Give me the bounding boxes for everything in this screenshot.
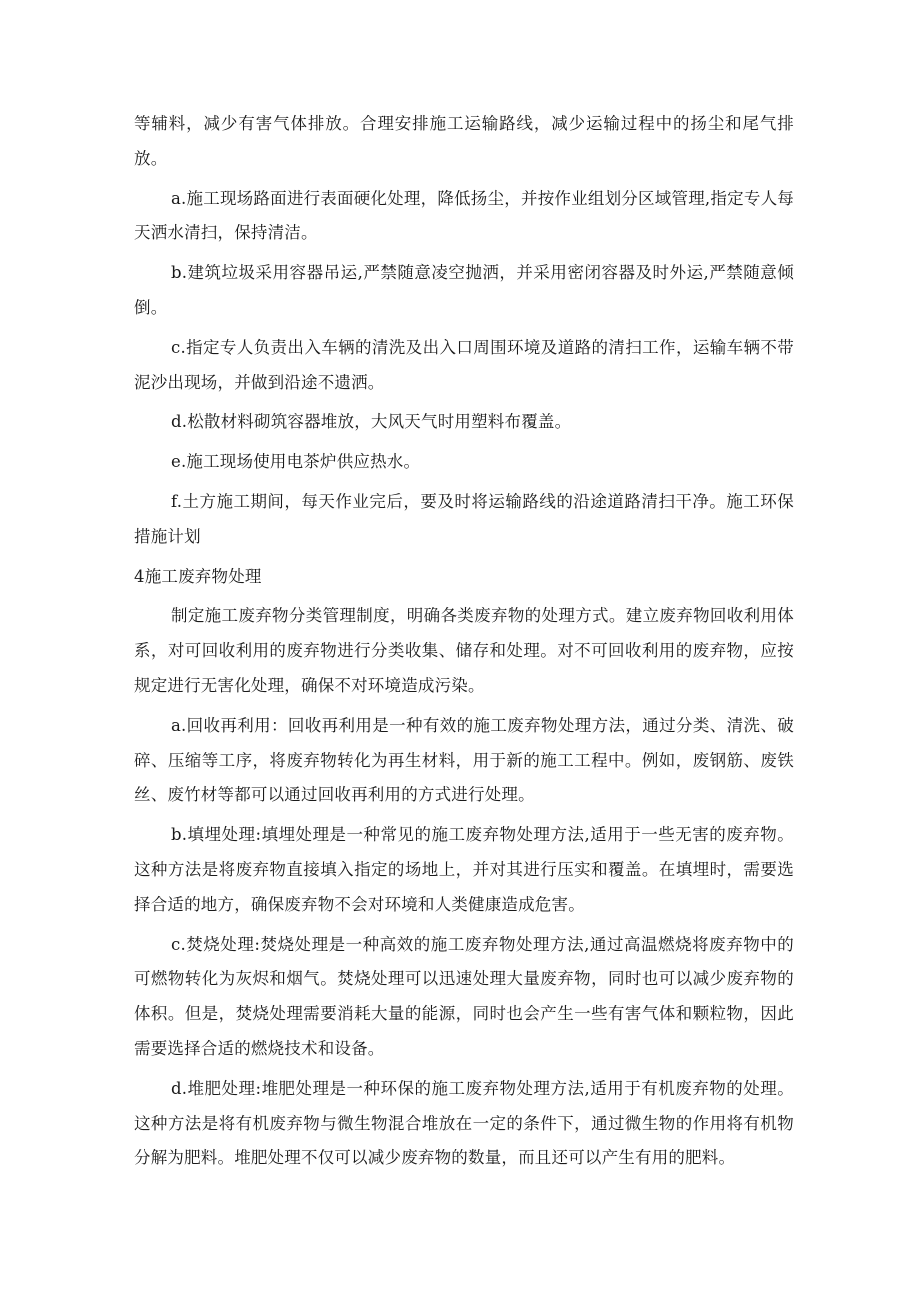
paragraph-item-f-earthwork: f.土方施工期间，每天作业完后，要及时将运输路线的沿途道路清扫干净。施工环保措施计划 [134, 491, 794, 546]
paragraph-item-d-composting: d.堆肥处理:堆肥处理是一种环保的施工废弃物处理方法,适用于有机废弃物的处理。这种方法是将有机废弃物与微生物混合堆放在一定的条件下，通过微生物的作用将有机物分解为肥料。堆肥处理不仅可以减少废弃物的数量，而且还可以产生有用的肥料。 [134, 1078, 794, 1168]
paragraph-item-c-vehicle-cleaning: c.指定专人负责出入车辆的清洗及出入口周围环境及道路的清扫工作，运输车辆不带泥沙出现场，并做到沿途不遗洒。 [134, 337, 794, 392]
paragraph-item-a-recycling: a.回收再利用：回收再利用是一种有效的施工废弃物处理方法，通过分类、清洗、破碎、压缩等工序，将废弃物转化为再生材料，用于新的施工工程中。例如，废钢筋、废铁丝、废竹材等都可以通过回收再利用的方式进行处理。 [134, 715, 794, 805]
paragraph-item-c-incineration: c.焚烧处理:焚烧处理是一种高效的施工废弃物处理方法,通过高温燃烧将废弃物中的可燃物转化为灰烬和烟气。焚烧处理可以迅速处理大量废弃物，同时也可以减少废弃物的体积。但是，焚烧处理需要消耗大量的能源，同时也会产生一些有害气体和颗粒物，因此需要选择合适的燃烧技术和设备。 [134, 934, 794, 1058]
paragraph-item-a-road-hardening: a.施工现场路面进行表面硬化处理，降低扬尘，并按作业组划分区域管理,指定专人每天洒水清扫，保持清洁。 [134, 188, 794, 243]
document-body [134, 107, 794, 1181]
paragraph-item-b-waste-lifting: b.建筑垃圾采用容器吊运,严禁随意凌空抛洒，并采用密闭容器及时外运,严禁随意倾倒。 [134, 263, 794, 317]
paragraph-item-b-landfill: b.填埋处理:填埋处理是一种常见的施工废弃物处理方法,适用于一些无害的废弃物。这种方法是将废弃物直接填入指定的场地上，并对其进行压实和覆盖。在填埋时，需要选择合适的地方，确保废弃物不会对环境和人类健康造成危害。 [134, 825, 794, 914]
paragraph-item-e-electric-boiler: e.施工现场使用电茶炉供应热水。 [171, 452, 421, 472]
paragraph-item-d-loose-materials: d.松散材料砌筑容器堆放，大风天气时用塑料布覆盖。 [171, 412, 572, 432]
paragraph-continuation: 等辅料，减少有害气体排放。合理安排施工运输路线，减少运输过程中的扬尘和尾气排放。 [134, 114, 794, 168]
section-heading: 4施工废弃物处理 [134, 566, 262, 586]
paragraph-waste-management-intro: 制定施工废弃物分类管理制度，明确各类废弃物的处理方式。建立废弃物回收利用体系，对可回收利用的废弃物进行分类收集、储存和处理。对不可回收利用的废弃物，应按规定进行无害化处理，确保不对环境造成污染。 [134, 606, 794, 695]
